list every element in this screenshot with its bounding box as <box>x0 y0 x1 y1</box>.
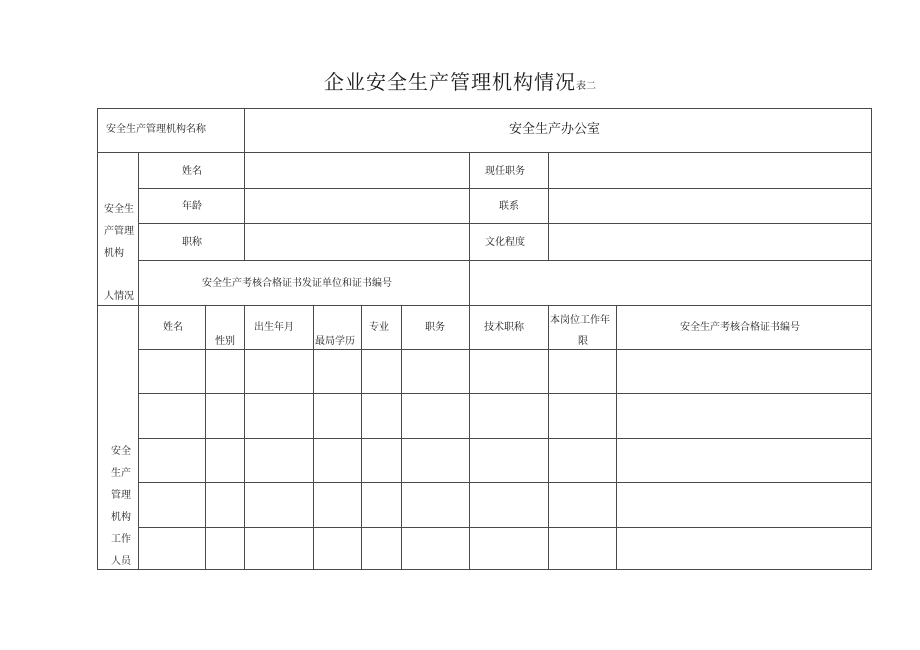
staff-row-4-gender[interactable] <box>205 482 245 528</box>
staff-col-major-label: 专业 <box>369 322 389 333</box>
staff-row-4-name[interactable] <box>138 482 206 528</box>
staff-row-2-education[interactable] <box>313 393 362 439</box>
staff-row-1-tech-title[interactable] <box>469 349 549 394</box>
staff-row-1-years[interactable] <box>548 349 617 394</box>
staff-section-label-line-4: 机构 <box>111 512 131 523</box>
head-name-value-cell[interactable] <box>244 152 470 189</box>
staff-col-gender-label: 性别 <box>215 336 235 347</box>
document-title <box>0 66 920 95</box>
staff-row-4-major[interactable] <box>361 482 402 528</box>
head-education-label: 文化程度 <box>485 237 525 248</box>
staff-section-label-cell <box>97 305 139 570</box>
document-title-suffix: 表二 <box>576 81 596 92</box>
staff-section-label-line-2: 生产 <box>111 468 131 479</box>
staff-col-years-label-line-1: 本岗位工作年 <box>550 315 610 326</box>
head-section-label-line-1: 安全生 <box>104 204 134 215</box>
staff-row-3-birth[interactable] <box>244 438 314 483</box>
staff-col-position-label: 职务 <box>425 322 445 333</box>
staff-row-3-major[interactable] <box>361 438 402 483</box>
staff-row-1-cert-no[interactable] <box>616 349 872 394</box>
staff-row-4-education[interactable] <box>313 482 362 528</box>
staff-row-5-cert-no[interactable] <box>616 527 872 570</box>
document-title-text: 企业安全生产管理机构情况 <box>324 70 576 94</box>
staff-row-5-name[interactable] <box>138 527 206 570</box>
staff-row-3-years[interactable] <box>548 438 617 483</box>
staff-row-5-tech-title[interactable] <box>469 527 549 570</box>
staff-row-1-education[interactable] <box>313 349 362 394</box>
staff-col-birth-label: 出生年月 <box>254 322 294 333</box>
head-section-label-line-3: 机构 <box>104 248 124 259</box>
head-section-label-line-2: 产管理 <box>104 226 134 237</box>
head-contact-value-cell[interactable] <box>548 188 872 224</box>
staff-col-years-label-line-2: 限 <box>578 336 588 347</box>
staff-row-2-major[interactable] <box>361 393 402 439</box>
staff-row-3-cert-no[interactable] <box>616 438 872 483</box>
head-position-value-cell[interactable] <box>548 152 872 189</box>
staff-row-3-name[interactable] <box>138 438 206 483</box>
staff-row-5-major[interactable] <box>361 527 402 570</box>
staff-row-5-position[interactable] <box>401 527 470 570</box>
head-title-label: 职称 <box>182 237 202 248</box>
staff-row-2-position[interactable] <box>401 393 470 439</box>
staff-section-label-line-5: 工作 <box>111 534 131 545</box>
head-title-value-cell[interactable] <box>244 223 470 261</box>
head-name-label: 姓名 <box>182 166 202 177</box>
staff-row-5-years[interactable] <box>548 527 617 570</box>
staff-row-4-position[interactable] <box>401 482 470 528</box>
staff-row-1-position[interactable] <box>401 349 470 394</box>
head-cert-label: 安全生产考核合格证书发证单位和证书编号 <box>202 278 392 289</box>
staff-row-2-tech-title[interactable] <box>469 393 549 439</box>
staff-row-1-major[interactable] <box>361 349 402 394</box>
staff-row-4-years[interactable] <box>548 482 617 528</box>
staff-row-2-years[interactable] <box>548 393 617 439</box>
staff-row-1-name[interactable] <box>138 349 206 394</box>
staff-row-4-birth[interactable] <box>244 482 314 528</box>
head-education-value-cell[interactable] <box>548 223 872 261</box>
staff-row-4-cert-no[interactable] <box>616 482 872 528</box>
staff-col-cert-no-label: 安全生产考核合格证书编号 <box>680 322 800 333</box>
staff-row-2-birth[interactable] <box>244 393 314 439</box>
staff-section-label-line-6: 人员 <box>111 556 131 567</box>
head-contact-label: 联系 <box>499 201 519 212</box>
staff-col-tech-title-label: 技术职称 <box>484 322 524 333</box>
org-name-label: 安全生产管理机构名称 <box>106 124 206 135</box>
head-age-label: 年龄 <box>182 201 202 212</box>
head-age-value-cell[interactable] <box>244 188 470 224</box>
org-name-value: 安全生产办公室 <box>509 122 601 137</box>
staff-row-3-gender[interactable] <box>205 438 245 483</box>
staff-row-5-education[interactable] <box>313 527 362 570</box>
head-section-label-line-4: 人情况 <box>104 291 134 302</box>
staff-row-3-tech-title[interactable] <box>469 438 549 483</box>
staff-row-4-tech-title[interactable] <box>469 482 549 528</box>
staff-row-2-name[interactable] <box>138 393 206 439</box>
staff-section-label-line-1: 安全 <box>111 446 131 457</box>
staff-col-name-label: 姓名 <box>163 322 183 333</box>
staff-col-education-label: 最局学历 <box>315 336 355 347</box>
staff-row-1-gender[interactable] <box>205 349 245 394</box>
staff-row-5-gender[interactable] <box>205 527 245 570</box>
staff-row-5-birth[interactable] <box>244 527 314 570</box>
staff-row-3-education[interactable] <box>313 438 362 483</box>
staff-row-2-gender[interactable] <box>205 393 245 439</box>
staff-row-3-position[interactable] <box>401 438 470 483</box>
staff-row-2-cert-no[interactable] <box>616 393 872 439</box>
head-cert-value-cell[interactable] <box>469 260 872 306</box>
staff-row-1-birth[interactable] <box>244 349 314 394</box>
head-position-label: 现任职务 <box>485 166 525 177</box>
staff-section-label-line-3: 管理 <box>111 490 131 501</box>
